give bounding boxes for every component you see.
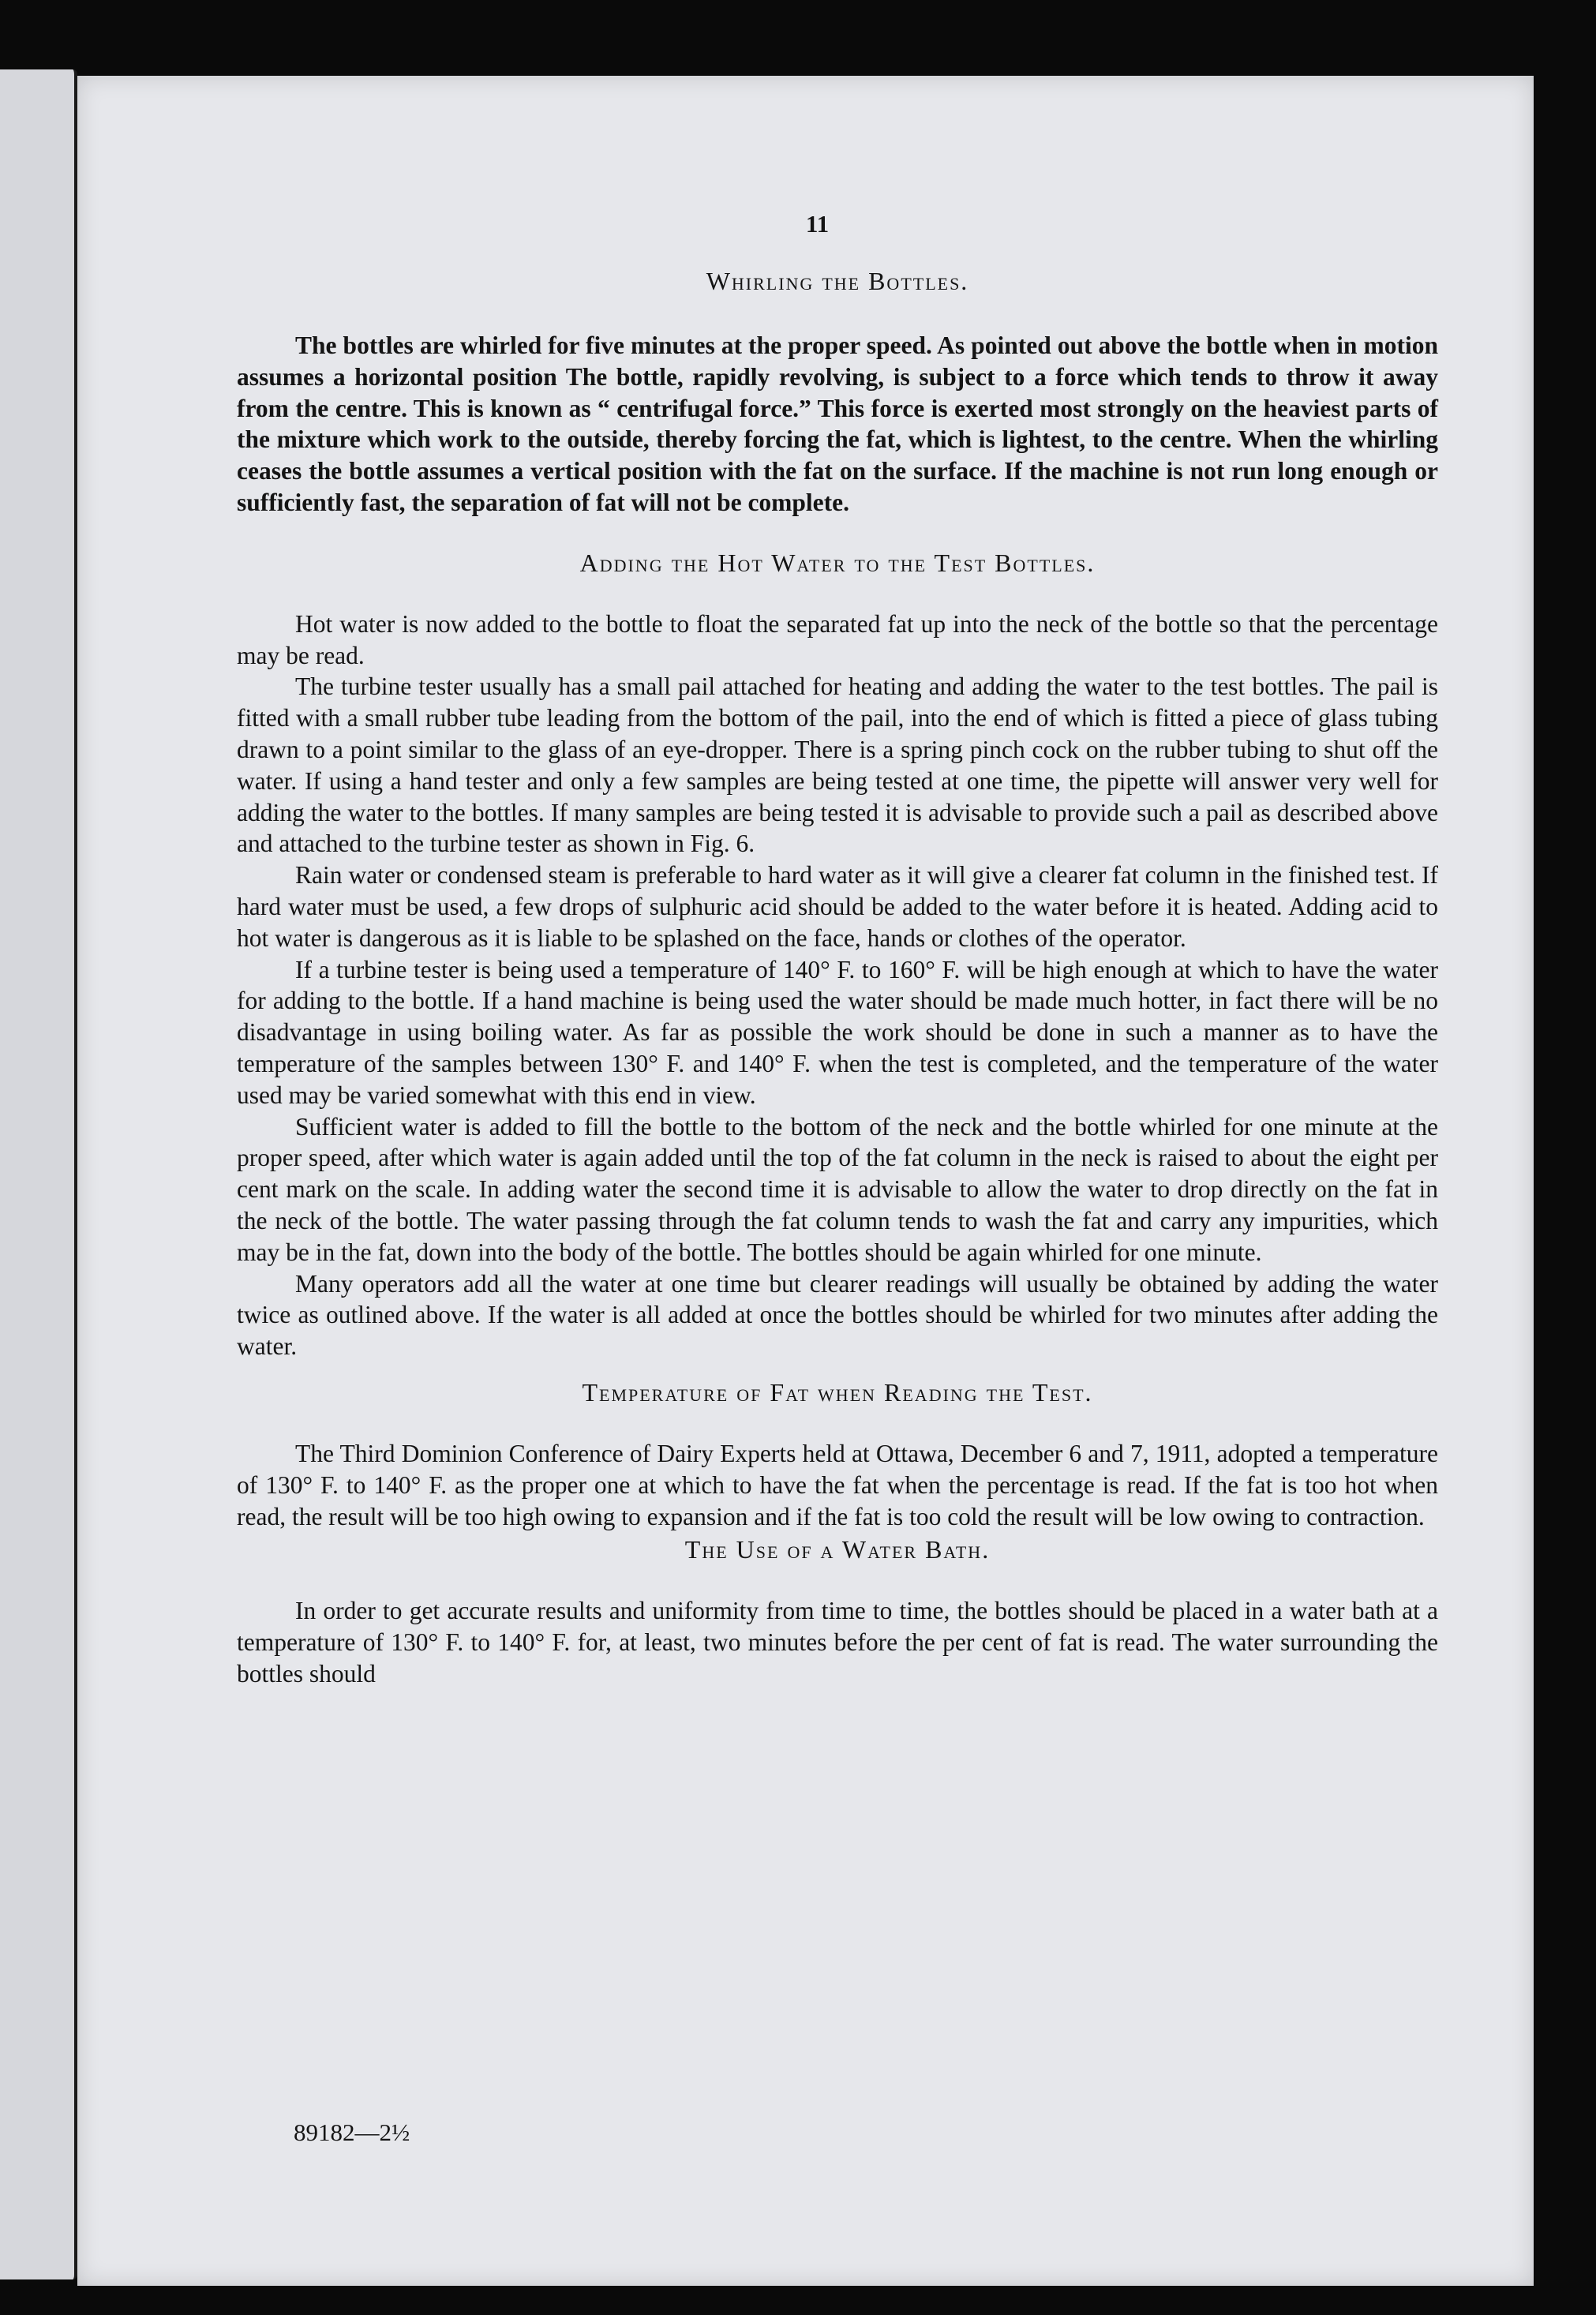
paragraph: Rain water or condensed steam is preferable to hard water as it will give a clearer fat column in the finished test. If hard water must be used, a few drops of sulphuric acid should be added to the water before it is heated. Adding acid to hot water is dangerous as it is liable to be splashed on the face, hands or clothes of the operator. (237, 861, 1438, 952)
page-body (237, 265, 1438, 1690)
signature-mark: 89182—2½ (294, 2118, 410, 2146)
paragraph: The bottles are whirled for five minutes at the proper speed. As pointed out above the bottle when in motion assumes a horizontal position The bottle, rapidly revolving, is subject to a force which tends to throw it away from the centre. This is known as “ centrifugal force.” This force is exerted most strongly on the heaviest parts of the mixture which work to the outside, thereby forcing the fat, which is lightest, to the centre. When the whirling ceases the bottle assumes a vertical position with the fat on the surface. If the machine is not run long enough or sufficiently fast, the separation of fat will not be complete. (237, 332, 1438, 516)
paragraph: The turbine tester usually has a small pail attached for heating and adding the water to the test bottles. The pail is fitted with a small rubber tube leading from the bottom of the pail, into the end of which is fitted a piece of glass tubing drawn to a point similar to the glass of an eye-dropper. There is a spring pinch cock on the rubber tubing to shut off the water. If using a hand tester and only a few samples are being tested at one time, the pipette will answer very well for adding the water to the bottles. If many samples are being tested it is advisable to provide such a pail as described above and attached to the turbine tester as shown in Fig. 6. (237, 672, 1438, 858)
section-heading: Whirling the Bottles. (706, 267, 969, 295)
section-heading: Temperature of Fat when Reading the Test. (582, 1377, 1093, 1407)
paragraph: If a turbine tester is being used a temperature of 140° F. to 160° F. will be high enough at which to have the water for adding to the bottle. If a hand machine is being used the water should be made much hotter, in fact there will be no disadvantage in using boiling water. As far as possible the work should be done in such a manner as to have the temperature of the samples between 130° F. and 140° F. when the test is completed, and the temperature of the water used may be varied somewhat with this end in view. (237, 955, 1438, 1109)
page-number: 11 (805, 210, 830, 238)
section-heading: Adding the Hot Water to the Test Bottles. (579, 548, 1096, 577)
paragraph: The Third Dominion Conference of Dairy Experts held at Ottawa, December 6 and 7, 1911, adopted a temperature of 130° F. to 140° F. as the proper one at which to have the fat when the percentage is read. If the fat is too hot when read, the result will be too high owing to expansion and if the fat is too cold the result will be low owing to contraction. (237, 1439, 1438, 1530)
paragraph: Hot water is now added to the bottle to float the separated fat up into the neck of the bottle so that the percentage may be read. (237, 609, 1438, 669)
paragraph: Sufficient water is added to fill the bottle to the bottom of the neck and the bottle whirled for one minute at the proper speed, after which water is again added until the top of the fat column in the neck is raised to about the eight per cent mark on the scale. In adding water the second time it is advisable to allow the water to drop directly on the fat in the neck of the bottle. The water passing through the fat column tends to wash the fat and carry any impurities, which may be in the fat, down into the body of the bottle. The bottles should be again whirled for one minute. (237, 1112, 1438, 1266)
paragraph: In order to get accurate results and uniformity from time to time, the bottles should be placed in a water bath at a temperature of 130° F. to 140° F. for, at least, two minutes before the per cent of fat is read. The water surrounding the bottles should (237, 1597, 1438, 1688)
paragraph: Many operators add all the water at one time but clearer readings will usually be obtained by adding the water twice as outlined above. If the water is all added at once the bottles should be whirled for two minutes after adding the water. (237, 1269, 1438, 1361)
previous-page-edge (0, 69, 77, 2279)
document-page (77, 76, 1534, 2286)
section-heading: The Use of a Water Bath. (684, 1535, 991, 1564)
